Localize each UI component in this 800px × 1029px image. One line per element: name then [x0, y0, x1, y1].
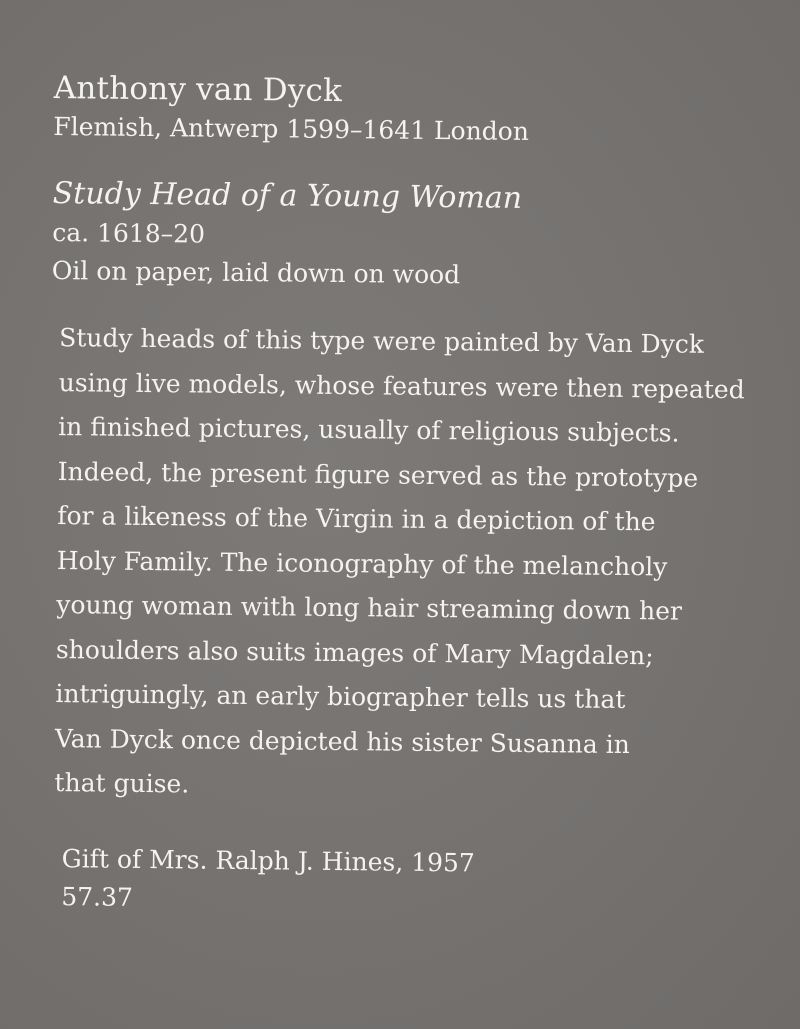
description-line: for a likeness of the Virgin in a depiction of the: [57, 501, 656, 537]
artist-nationality: Flemish, Antwerp 1599–1641 London: [53, 111, 530, 146]
description-line: young woman with long hair streaming down her: [56, 590, 683, 626]
description-line: shoulders also suits images of Mary Magdalen;: [55, 634, 654, 670]
description-line: Indeed, the present figure served as the prototype: [57, 456, 699, 493]
artwork-medium: Oil on paper, laid down on wood: [51, 255, 461, 290]
credit-line: Gift of Mrs. Ralph J. Hines, 1957: [61, 843, 475, 877]
description-line: that guise.: [54, 768, 190, 799]
description-line: Study heads of this type were painted by Van Dyck: [59, 323, 705, 359]
description-line: Holy Family. The iconography of the melancholy: [56, 545, 668, 581]
artwork-title: Study Head of a Young Woman: [52, 175, 523, 216]
credit-block: [61, 840, 766, 923]
description-line: in finished pictures, usually of religious subjects.: [58, 412, 680, 448]
artwork-date: ca. 1618–20: [52, 217, 206, 249]
description-line: intriguingly, an early biographer tells us that: [55, 679, 626, 715]
artist-name: Anthony van Dyck: [53, 69, 343, 110]
museum-wall-label: [45, 68, 774, 923]
accession-number: 57.37: [61, 881, 134, 912]
description: [54, 316, 771, 813]
description-line: using live models, whose features were then repeated: [58, 367, 745, 404]
description-line: Van Dyck once depicted his sister Susanna in: [54, 723, 630, 759]
